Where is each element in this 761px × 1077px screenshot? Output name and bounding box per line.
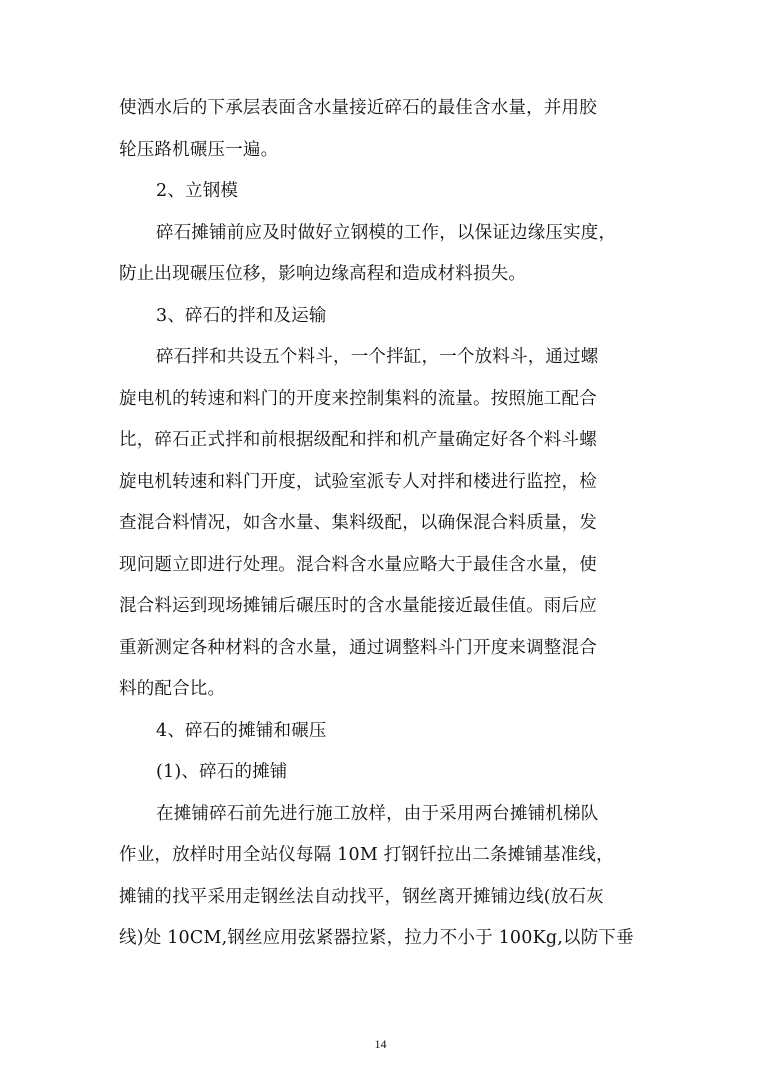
body-line: 轮压路机碾压一遍。: [119, 139, 279, 160]
body-line: 防止出现碾压位移，影响边缘高程和造成材料损失。: [119, 264, 527, 284]
body-line: 使洒水后的下承层表面含水量接近碎石的最佳含水量，并用胶: [119, 98, 597, 118]
body-line: 碎石摊铺前应及时做好立钢模的工作，以保证边缘压实度，: [156, 222, 617, 243]
page-number: 14: [374, 1037, 387, 1051]
section-heading: 2、立钢模: [156, 181, 239, 201]
body-line: 旋电机转速和料门开度，试验室派专人对拌和楼进行监控，检: [119, 471, 597, 492]
body-line: 查混合料情况，如含水量、集料级配，以确保混合料质量，发: [119, 513, 597, 533]
body-line: 混合料运到现场摊铺后碾压时的含水量能接近最佳值。雨后应: [119, 596, 597, 616]
body-line: 现问题立即进行处理。混合料含水量应略大于最佳含水量，使: [119, 554, 597, 575]
body-line: 在摊铺碎石前先进行施工放样，由于采用两台摊铺机梯队: [156, 803, 599, 824]
subsection-heading: (1)、碎石的摊铺: [156, 762, 288, 782]
section-heading: 4、碎石的摊铺和碾压: [156, 720, 327, 741]
body-line: 旋电机的转速和料门的开度来控制集料的流量。按照施工配合: [119, 388, 597, 409]
section-heading: 3、碎石的拌和及运输: [156, 305, 327, 326]
body-line: 重新测定各种材料的含水量，通过调整料斗门开度来调整混合: [119, 637, 597, 658]
document-body: [119, 88, 643, 960]
body-line: 碎石拌和共设五个料斗，一个拌缸，一个放料斗，通过螺: [156, 347, 599, 367]
body-line: 比，碎石正式拌和前根据级配和拌和机产量确定好各个料斗螺: [119, 430, 597, 450]
body-line: 作业，放样时用全站仪每隔 10M 打钢钎拉出二条摊铺基准线，: [119, 845, 614, 865]
body-line: 线)处 10CM,钢丝应用弦紧器拉紧，拉力不小于 100Kg,以防下垂: [119, 928, 634, 948]
body-line: 料的配合比。: [119, 679, 226, 699]
body-line: 摊铺的找平采用走钢丝法自动找平，钢丝离开摊铺边线(放石灰: [119, 886, 604, 907]
